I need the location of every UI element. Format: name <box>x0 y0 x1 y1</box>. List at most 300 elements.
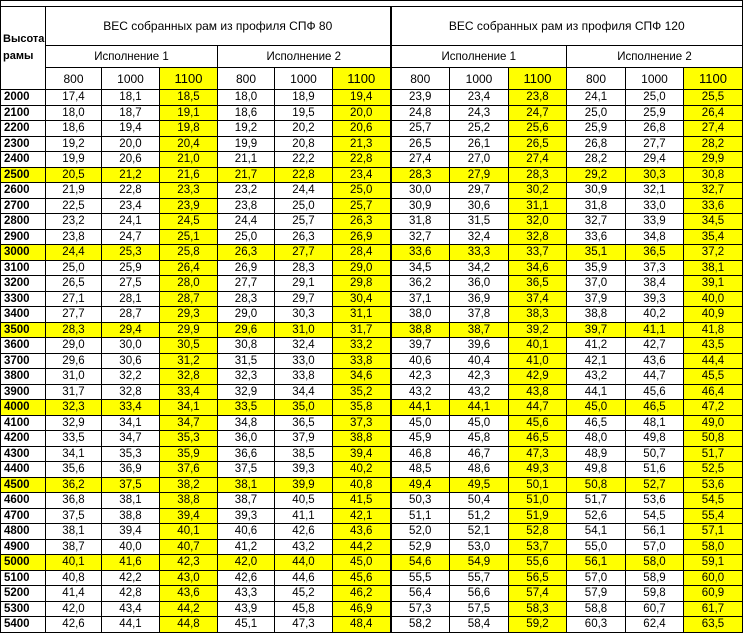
weight-cell: 48,0 <box>567 431 626 447</box>
weight-cell: 51,9 <box>509 508 567 524</box>
table-row <box>1 601 743 617</box>
weight-cell: 33,6 <box>567 229 626 245</box>
weight-cell: 45,0 <box>450 415 509 431</box>
weight-cell: 57,5 <box>450 601 509 617</box>
weight-cell: 48,4 <box>333 617 391 633</box>
frame-height-cell: 4100 <box>1 415 46 431</box>
weight-cell: 36,5 <box>509 276 567 292</box>
weight-cell: 19,4 <box>102 121 160 137</box>
weight-cell: 23,9 <box>160 198 218 214</box>
weight-cell: 50,4 <box>450 493 509 509</box>
weight-cell: 32,8 <box>160 369 218 385</box>
weight-cell: 36,0 <box>218 431 275 447</box>
weight-cell: 29,7 <box>275 291 333 307</box>
weight-cell: 34,5 <box>684 214 743 230</box>
weight-cell: 33,5 <box>218 400 275 416</box>
weight-cell: 60,9 <box>684 586 743 602</box>
weight-cell: 42,6 <box>275 524 333 540</box>
weight-cell: 58,8 <box>567 601 626 617</box>
weight-cell: 51,7 <box>567 493 626 509</box>
weight-cell: 44,2 <box>160 601 218 617</box>
weight-cell: 38,1 <box>684 260 743 276</box>
frame-height-cell: 4000 <box>1 400 46 416</box>
frame-height-cell: 5000 <box>1 555 46 571</box>
width-800-header: 800 <box>218 68 275 90</box>
weight-cell: 57,4 <box>509 586 567 602</box>
weight-cell: 32,7 <box>684 183 743 199</box>
weight-cell: 23,2 <box>46 214 102 230</box>
frame-height-cell: 3300 <box>1 291 46 307</box>
weight-cell: 39,3 <box>275 462 333 478</box>
weight-cell: 22,5 <box>46 198 102 214</box>
weight-cell: 46,2 <box>333 586 391 602</box>
weight-cell: 29,6 <box>218 322 275 338</box>
weight-cell: 22,8 <box>333 152 391 168</box>
weight-cell: 40,7 <box>160 539 218 555</box>
weight-cell: 61,7 <box>684 601 743 617</box>
weight-cell: 25,8 <box>160 245 218 261</box>
width-1000-header: 1000 <box>626 68 684 90</box>
frame-height-cell: 4300 <box>1 446 46 462</box>
weight-cell: 55,0 <box>567 539 626 555</box>
weight-cell: 41,6 <box>102 555 160 571</box>
weight-cell: 19,1 <box>160 105 218 121</box>
weight-cell: 26,9 <box>218 260 275 276</box>
weight-cell: 35,6 <box>46 462 102 478</box>
weight-cell: 41,0 <box>509 353 567 369</box>
weight-cell: 36,0 <box>450 276 509 292</box>
weight-cell: 50,8 <box>567 477 626 493</box>
weight-cell: 56,5 <box>509 570 567 586</box>
weight-cell: 56,1 <box>626 524 684 540</box>
weight-cell: 29,6 <box>46 353 102 369</box>
weight-cell: 20,6 <box>333 121 391 137</box>
weight-cell: 40,5 <box>275 493 333 509</box>
weight-cell: 50,3 <box>391 493 450 509</box>
weight-cell: 33,3 <box>450 245 509 261</box>
weight-cell: 58,2 <box>391 617 450 633</box>
weight-cell: 29,4 <box>102 322 160 338</box>
weight-cell: 27,9 <box>450 167 509 183</box>
weight-cell: 43,4 <box>102 601 160 617</box>
weight-cell: 57,9 <box>567 586 626 602</box>
table-row <box>1 90 743 106</box>
weight-cell: 32,4 <box>450 229 509 245</box>
table-row <box>1 338 743 354</box>
table-row <box>1 570 743 586</box>
weight-cell: 26,5 <box>391 136 450 152</box>
frame-height-cell: 4900 <box>1 539 46 555</box>
weight-cell: 41,1 <box>626 322 684 338</box>
weight-cell: 25,0 <box>275 198 333 214</box>
weight-cell: 31,7 <box>333 322 391 338</box>
weight-cell: 34,2 <box>450 260 509 276</box>
table-row <box>1 291 743 307</box>
weight-cell: 20,2 <box>275 121 333 137</box>
weight-cell: 27,7 <box>275 245 333 261</box>
weight-cell: 59,8 <box>626 586 684 602</box>
weight-cell: 55,7 <box>450 570 509 586</box>
weight-cell: 52,6 <box>567 508 626 524</box>
weight-cell: 47,3 <box>275 617 333 633</box>
weight-cell: 45,0 <box>333 555 391 571</box>
weight-cell: 30,5 <box>160 338 218 354</box>
weight-cell: 39,7 <box>567 322 626 338</box>
weight-cell: 38,7 <box>218 493 275 509</box>
weight-cell: 41,1 <box>275 508 333 524</box>
frame-height-cell: 4700 <box>1 508 46 524</box>
weight-cell: 52,5 <box>684 462 743 478</box>
weight-cell: 32,9 <box>218 384 275 400</box>
weight-cell: 23,4 <box>102 198 160 214</box>
weight-cell: 25,6 <box>509 121 567 137</box>
spf120-variant2-label: Исполнение 2 <box>567 46 743 68</box>
weight-cell: 39,3 <box>218 508 275 524</box>
weight-cell: 57,3 <box>391 601 450 617</box>
weight-cell: 35,2 <box>333 384 391 400</box>
weight-cell: 34,7 <box>102 431 160 447</box>
weight-cell: 37,1 <box>391 291 450 307</box>
weight-cell: 29,9 <box>160 322 218 338</box>
weight-cell: 24,8 <box>391 105 450 121</box>
weight-cell: 38,2 <box>160 477 218 493</box>
weight-cell: 56,1 <box>567 555 626 571</box>
width-800-header: 800 <box>46 68 102 90</box>
weight-cell: 31,2 <box>160 353 218 369</box>
weight-cell: 37,2 <box>684 245 743 261</box>
weight-cell: 42,3 <box>391 369 450 385</box>
weight-cell: 51,0 <box>509 493 567 509</box>
weight-cell: 32,8 <box>509 229 567 245</box>
weight-cell: 24,4 <box>218 214 275 230</box>
weight-cell: 39,1 <box>684 276 743 292</box>
weight-cell: 39,9 <box>275 477 333 493</box>
frame-height-cell: 5200 <box>1 586 46 602</box>
table-row <box>1 260 743 276</box>
frame-height-cell: 3500 <box>1 322 46 338</box>
weight-cell: 30,0 <box>102 338 160 354</box>
weight-cell: 22,2 <box>275 152 333 168</box>
weight-cell: 19,2 <box>218 121 275 137</box>
weight-cell: 27,5 <box>102 276 160 292</box>
weight-cell: 27,7 <box>46 307 102 323</box>
weight-cell: 21,0 <box>160 152 218 168</box>
weight-cell: 29,0 <box>46 338 102 354</box>
table-row <box>1 477 743 493</box>
weight-cell: 27,0 <box>450 152 509 168</box>
weight-cell: 27,4 <box>509 152 567 168</box>
weight-cell: 45,9 <box>391 431 450 447</box>
weight-cell: 47,2 <box>684 400 743 416</box>
weight-cell: 42,6 <box>46 617 102 633</box>
weight-cell: 19,8 <box>160 121 218 137</box>
weight-cell: 25,0 <box>46 260 102 276</box>
frame-height-cell: 3800 <box>1 369 46 385</box>
weight-cell: 33,4 <box>102 400 160 416</box>
width-800-header: 800 <box>567 68 626 90</box>
table-row <box>1 493 743 509</box>
weight-cell: 18,6 <box>218 105 275 121</box>
weight-cell: 25,5 <box>684 90 743 106</box>
weight-cell: 28,1 <box>102 291 160 307</box>
weight-cell: 35,0 <box>275 400 333 416</box>
weight-cell: 43,6 <box>160 586 218 602</box>
weight-cell: 49,3 <box>509 462 567 478</box>
weight-cell: 38,8 <box>160 493 218 509</box>
weight-cell: 44,1 <box>450 400 509 416</box>
weight-cell: 60,7 <box>626 601 684 617</box>
spf80-variant2-label: Исполнение 2 <box>218 46 391 68</box>
weight-cell: 45,6 <box>333 570 391 586</box>
weight-cell: 26,3 <box>275 229 333 245</box>
weight-cell: 40,6 <box>391 353 450 369</box>
weight-cell: 43,2 <box>391 384 450 400</box>
weight-cell: 44,1 <box>567 384 626 400</box>
weight-cell: 42,0 <box>46 601 102 617</box>
weight-cell: 37,6 <box>160 462 218 478</box>
weight-cell: 36,6 <box>218 446 275 462</box>
table-row <box>1 183 743 199</box>
weight-cell: 38,7 <box>450 322 509 338</box>
width-800-header: 800 <box>391 68 450 90</box>
weight-cell: 24,7 <box>509 105 567 121</box>
weight-cell: 43,6 <box>333 524 391 540</box>
weight-cell: 37,3 <box>626 260 684 276</box>
weight-cell: 39,4 <box>333 446 391 462</box>
weight-cell: 43,2 <box>567 369 626 385</box>
weight-cell: 55,4 <box>684 508 743 524</box>
weight-cell: 38,1 <box>46 524 102 540</box>
weight-cell: 40,2 <box>626 307 684 323</box>
weight-cell: 46,5 <box>567 415 626 431</box>
weight-cell: 40,0 <box>684 291 743 307</box>
weight-cell: 40,1 <box>509 338 567 354</box>
weight-cell: 28,4 <box>333 245 391 261</box>
weight-cell: 34,1 <box>102 415 160 431</box>
weight-cell: 46,5 <box>509 431 567 447</box>
weight-cell: 24,3 <box>450 105 509 121</box>
weight-cell: 56,6 <box>450 586 509 602</box>
weight-cell: 32,0 <box>509 214 567 230</box>
frame-height-cell: 3900 <box>1 384 46 400</box>
weight-cell: 48,9 <box>567 446 626 462</box>
frame-height-cell: 4400 <box>1 462 46 478</box>
weight-cell: 35,8 <box>333 400 391 416</box>
weight-cell: 30,2 <box>509 183 567 199</box>
weight-cell: 38,8 <box>333 431 391 447</box>
weight-cell: 36,5 <box>626 245 684 261</box>
weight-cell: 35,1 <box>567 245 626 261</box>
weight-cell: 40,6 <box>218 524 275 540</box>
weight-cell: 44,6 <box>275 570 333 586</box>
weight-cell: 37,9 <box>275 431 333 447</box>
weight-cell: 32,8 <box>102 384 160 400</box>
weight-cell: 58,4 <box>450 617 509 633</box>
weight-cell: 34,1 <box>46 446 102 462</box>
weight-cell: 45,5 <box>684 369 743 385</box>
weight-cell: 31,5 <box>218 353 275 369</box>
width-1100-header: 1100 <box>160 68 218 90</box>
weight-cell: 26,5 <box>46 276 102 292</box>
weight-cell: 57,0 <box>567 570 626 586</box>
weight-cell: 40,4 <box>450 353 509 369</box>
weight-cell: 32,2 <box>102 369 160 385</box>
weight-cell: 49,8 <box>626 431 684 447</box>
weight-cell: 25,9 <box>102 260 160 276</box>
weight-cell: 18,6 <box>46 121 102 137</box>
weight-cell: 28,3 <box>509 167 567 183</box>
weight-cell: 35,4 <box>684 229 743 245</box>
weight-cell: 26,1 <box>450 136 509 152</box>
frame-height-cell: 3400 <box>1 307 46 323</box>
frame-height-cell: 2900 <box>1 229 46 245</box>
weight-cell: 59,1 <box>684 555 743 571</box>
weight-cell: 25,1 <box>160 229 218 245</box>
weight-cell: 40,9 <box>684 307 743 323</box>
weight-cell: 33,8 <box>333 353 391 369</box>
table-row <box>1 214 743 230</box>
weight-cell: 23,8 <box>509 90 567 106</box>
weight-cell: 48,6 <box>450 462 509 478</box>
weight-cell: 31,8 <box>567 198 626 214</box>
table-row <box>1 121 743 137</box>
weight-cell: 41,2 <box>567 338 626 354</box>
weight-cell: 45,6 <box>509 415 567 431</box>
weight-cell: 45,0 <box>391 415 450 431</box>
weight-cell: 25,0 <box>218 229 275 245</box>
weight-cell: 46,9 <box>333 601 391 617</box>
weight-cell: 30,6 <box>102 353 160 369</box>
weight-cell: 57,1 <box>684 524 743 540</box>
weight-cell: 36,9 <box>102 462 160 478</box>
weight-cell: 26,3 <box>218 245 275 261</box>
table-row <box>1 198 743 214</box>
table-row <box>1 446 743 462</box>
weight-cell: 38,8 <box>567 307 626 323</box>
weight-cell: 25,0 <box>626 90 684 106</box>
weight-cell: 34,5 <box>391 260 450 276</box>
weight-cell: 24,7 <box>102 229 160 245</box>
table-row <box>1 384 743 400</box>
weight-cell: 29,4 <box>626 152 684 168</box>
weight-cell: 59,2 <box>509 617 567 633</box>
weight-cell: 58,9 <box>626 570 684 586</box>
table-body <box>1 90 743 633</box>
weight-cell: 23,8 <box>218 198 275 214</box>
weight-cell: 36,9 <box>450 291 509 307</box>
weight-cell: 36,8 <box>46 493 102 509</box>
frame-height-cell: 4200 <box>1 431 46 447</box>
weight-cell: 24,1 <box>102 214 160 230</box>
weight-cell: 30,3 <box>275 307 333 323</box>
table-row <box>1 307 743 323</box>
table-row <box>1 415 743 431</box>
frame-height-cell: 2600 <box>1 183 46 199</box>
table-row <box>1 105 743 121</box>
weight-cell: 29,0 <box>218 307 275 323</box>
weight-cell: 63,5 <box>684 617 743 633</box>
weight-cell: 37,9 <box>567 291 626 307</box>
weight-cell: 45,6 <box>626 384 684 400</box>
weight-cell: 56,4 <box>391 586 450 602</box>
weight-cell: 60,3 <box>567 617 626 633</box>
weight-cell: 30,9 <box>567 183 626 199</box>
table-row <box>1 136 743 152</box>
weight-cell: 55,6 <box>509 555 567 571</box>
weight-cell: 33,4 <box>160 384 218 400</box>
weight-cell: 21,3 <box>333 136 391 152</box>
weight-cell: 31,5 <box>450 214 509 230</box>
weight-cell: 49,0 <box>684 415 743 431</box>
weight-cell: 43,2 <box>275 539 333 555</box>
weight-cell: 38,1 <box>218 477 275 493</box>
weight-cell: 39,3 <box>626 291 684 307</box>
weight-cell: 32,3 <box>46 400 102 416</box>
weight-cell: 44,8 <box>160 617 218 633</box>
weight-cell: 53,7 <box>509 539 567 555</box>
table-row <box>1 276 743 292</box>
table-row <box>1 400 743 416</box>
weight-cell: 54,5 <box>684 493 743 509</box>
weight-cell: 20,4 <box>160 136 218 152</box>
height-header-line2: рамы <box>3 50 34 62</box>
weight-cell: 52,9 <box>391 539 450 555</box>
table-row <box>1 229 743 245</box>
weight-cell: 19,2 <box>46 136 102 152</box>
weight-cell: 49,5 <box>450 477 509 493</box>
weight-cell: 33,6 <box>391 245 450 261</box>
group-spf80-title: ВЕС собранных рам из профиля СПФ 80 <box>46 7 391 46</box>
spf80-variant1-label: Исполнение 1 <box>46 46 218 68</box>
weight-cell: 33,7 <box>509 245 567 261</box>
weight-cell: 21,2 <box>102 167 160 183</box>
weight-cell: 21,6 <box>160 167 218 183</box>
weight-cell: 27,7 <box>218 276 275 292</box>
table-row <box>1 617 743 633</box>
table-row <box>1 524 743 540</box>
weight-cell: 34,1 <box>160 400 218 416</box>
weight-cell: 35,9 <box>160 446 218 462</box>
table-row <box>1 369 743 385</box>
weight-cell: 33,8 <box>275 369 333 385</box>
weight-cell: 41,4 <box>46 586 102 602</box>
weight-cell: 30,4 <box>333 291 391 307</box>
weight-cell: 35,3 <box>160 431 218 447</box>
weight-cell: 17,4 <box>46 90 102 106</box>
weight-cell: 28,0 <box>160 276 218 292</box>
table-row <box>1 508 743 524</box>
weight-cell: 32,4 <box>275 338 333 354</box>
weight-cell: 49,4 <box>391 477 450 493</box>
weight-cell: 31,0 <box>275 322 333 338</box>
weight-cell: 52,1 <box>450 524 509 540</box>
weight-cell: 38,3 <box>509 307 567 323</box>
weight-cell: 31,1 <box>509 198 567 214</box>
weight-cell: 30,6 <box>450 198 509 214</box>
weight-cell: 21,1 <box>218 152 275 168</box>
weight-cell: 43,6 <box>626 353 684 369</box>
weight-cell: 39,4 <box>102 524 160 540</box>
weight-cell: 33,0 <box>626 198 684 214</box>
weight-cell: 34,4 <box>275 384 333 400</box>
weight-cell: 51,7 <box>684 446 743 462</box>
weight-cell: 25,0 <box>567 105 626 121</box>
weight-cell: 19,9 <box>218 136 275 152</box>
weight-cell: 43,8 <box>509 384 567 400</box>
weight-cell: 45,2 <box>275 586 333 602</box>
weight-cell: 26,4 <box>160 260 218 276</box>
table-row <box>1 167 743 183</box>
